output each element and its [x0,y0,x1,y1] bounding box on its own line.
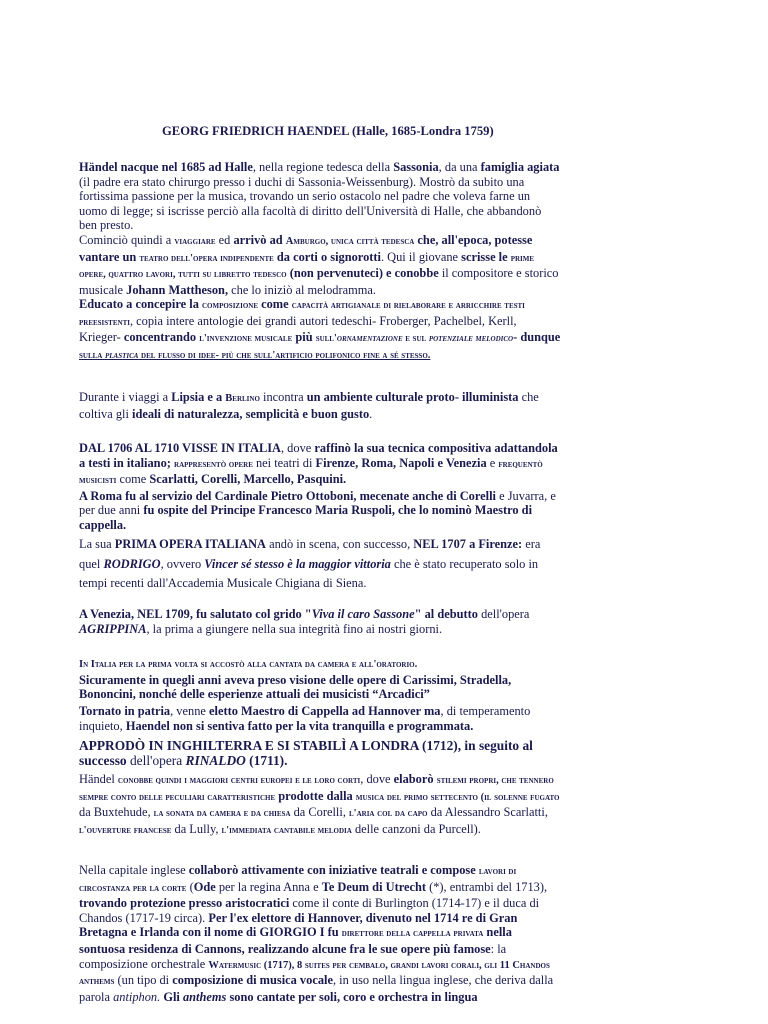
text-run: ( [186,879,194,894]
text-run: ed [215,232,234,247]
text-run: l'invenzione musicale [199,333,293,345]
text-run: scrisse le [461,249,511,264]
text-run: - dunque [513,330,561,345]
text-run: Viva il caro Sassone [311,607,415,621]
text-run: , in uso nella lingua inglese, che deriva dalla parola [79,973,554,1004]
paragraph-cantata [79,656,561,702]
text-run: che lo iniziò al melodramma. [228,282,376,297]
text-run: potenziale melodico [428,333,514,345]
text-run: Cominciò quindi a [79,232,175,247]
text-run: fu ospite del Principe Francesco Maria Ruspoli, che lo nominò Maestro di cappella. [79,503,533,532]
text-run: il compositore e storico musicale [79,266,559,297]
paragraph-venice [79,607,561,636]
text-run: Nella capitale inglese [79,863,189,877]
text-run: Händel [79,772,118,786]
text-run: da Alessandro Scarlatti, [427,805,548,820]
text-run: Educato a concepire la [79,297,202,311]
text-run: conobbe quindi [117,775,185,786]
text-run: composizione di musica vocale [172,973,333,988]
text-run: andò in scena, con successo, [266,537,414,551]
text-run: da Lully, [171,821,222,836]
paragraph-italy [79,441,561,533]
text-run: frequentò musicisti [79,458,543,487]
text-run: In Italia per la prima volta si accostò alla cantata da camera e all'oratorio. [79,659,418,670]
text-run: elaborò [393,772,434,786]
text-run: e Juvarra, e per due anni [79,488,556,518]
text-run: e a [204,390,226,404]
text-run: che coltiva gli [79,390,539,421]
text-run: prodotte dalla [278,788,356,803]
text-run: (non pervenuteci) e conobbe [286,266,439,281]
text-run: prime opere, quattro lavori, tutti su libretto tedesco [79,252,535,281]
text-run: : la composizione orchestrale [79,941,507,971]
text-run: anthems [182,989,227,1004]
text-run: , nella regione tedesca della [252,160,394,174]
paragraph-first-opera [79,535,561,594]
text-run: DAL 1706 AL 1710 VISSE IN ITALIA [79,441,281,455]
text-run: (*), entrambi del 1713), [425,879,548,894]
text-run: . Qui il giovane [380,249,462,264]
text-run: concentrando [123,330,200,345]
text-run: delle canzoni da Purcell). [351,821,481,836]
text-run: A Roma fu al servizio del Cardinale Pietro Ottoboni, mecenate anche di Corelli [79,488,496,503]
text-run: trovando protezione presso aristocratici [79,896,290,911]
text-run: era quel [79,537,541,571]
text-run: famiglia agiata [480,160,560,174]
text-run: Tornato in patria [79,704,171,718]
text-run: AGRIPPINA [79,621,147,636]
text-run: Sassonia [393,160,439,174]
paragraph-education [79,297,561,363]
text-run: viaggiare [174,235,216,247]
text-run: da corti o signorotti [273,249,381,264]
text-run: Johann Mattheson, [126,282,229,297]
text-run: collaborò attivamente con iniziative teatrali e compose [188,863,479,877]
text-run: , da una [438,160,481,174]
paragraph-travels [79,390,561,421]
text-run: A Venezia, NEL 1709, fu salutato col grido " [79,607,312,621]
text-run: da Buxtehude, [79,805,154,820]
text-run: nella sontuosa residenza di Cannons, realizzando alcune fra le sue opere più famose [79,925,512,956]
text-run: Watermusic (1717), 8 suites per cembalo, grandi lavori corali, gli 11 Chandos anthems [79,959,550,988]
text-run: capacità artigianale di rielaborare e arricchire testi preesistenti [79,300,525,328]
text-run: sulla [79,349,105,361]
text-run: per la regina Anna e [215,879,322,894]
text-run: (un tipo di [114,973,173,988]
title-text: GEORG FRIEDRICH HAENDEL (Halle, 1685-Londra 1759) [162,124,494,138]
text-run: , dove [360,772,394,786]
text-run: RODRIGO [103,556,161,571]
text-run: Gli [163,989,183,1004]
text-run: Berlino [225,393,260,404]
text-run: composizione [201,300,258,311]
text-run: come il conte di Burlington (1714-17) e il duca di Chandos (1717-19 circa). [79,896,540,925]
text-run: , in seguito al successo [79,738,533,768]
text-run: Sicuramente in quegli anni aveva preso visione delle opere di Carissimi, Stradella, Bononcini, nonché delle esperienze attuali dei musicisti “Arcadici” [79,672,512,702]
text-run: nei teatri di [252,455,316,470]
text-run: Per l'ex elettore di Hannover, divenuto nel 1714 re di Gran Bretagna e Irlanda con il nome di GIORGIO I fu [79,910,518,940]
text-run: musica del primo settecento (il solenne fugato [355,791,560,803]
text-run: direttore della cappella privata [341,928,484,940]
text-run: (il padre era stato chirurgo presso i duchi di Sassonia-Weissenburg). Mostrò da subito una fortissima passione per la musica, trovando un serio ostacolo nel padre che voleva farne un uomo di legge; si iscrisse perciò alla facoltà di diritto dell'Università di Halle, che abbandonò ben presto. [79,174,542,233]
text-run: " al debutto [414,607,478,621]
document-title [162,124,494,139]
text-run: . [369,406,373,421]
text-run: la sonata da camera e da chiesa [153,808,291,820]
text-run: , di temperamento inquieto, [79,704,531,733]
text-run: rappresentò opere [174,458,253,470]
text-run: ideali di naturalezza, semplicità e buon gusto [132,406,370,421]
text-run: dell'opera [477,607,530,621]
text-run: Te Deum di Utrecht [321,879,426,894]
text-run: che è stato recuperato solo in tempi recenti dall'Accademia Musicale Chigiana di Siena. [79,556,539,590]
text-run: stilemi propri, che tennero sempre conto delle peculiari caratteristiche [79,775,554,803]
text-run: lavori di circostanza per la corte [79,866,517,894]
paragraph-london [79,739,561,768]
text-run: , ovvero [160,556,205,571]
text-run: arrivò ad [233,232,286,247]
text-run: ornamentazione [336,333,403,345]
text-run: , copia intere antologie dei grandi autori tedeschi- Froberger, Pachelbel, Kerll, Krieger- [79,313,517,345]
paragraph-birth [79,160,561,297]
text-run: e sul [402,333,429,345]
text-run: Haendel non si sentiva fatto per la vita tranquilla e programmata. [125,718,474,733]
text-run: che, all'epoca, potesse vantare un [79,232,533,264]
text-run: Händel nacque nel 1685 ad Halle [79,160,253,174]
text-run: La sua [79,537,115,551]
text-run: l'immediata cantabile melodia [221,824,352,836]
text-run: , la prima a giungere nella sua integrità fino ai nostri giorni. [146,621,443,636]
text-run: un ambiente culturale proto- illuminista [306,390,519,404]
text-run: sono cantate per soli, coro e orchestra in lingua [226,989,478,1004]
paragraph-european-courts [79,772,561,838]
text-run: eletto Maestro di Cappella ad Hannover ma [209,704,441,718]
text-run: più [292,330,316,345]
paragraph-english-capital [79,863,561,1004]
text-run: antiphon. [113,989,161,1004]
text-run: Scarlatti, Corelli, Marcello, Pasquini. [149,472,347,487]
text-run: raffinò la sua tecnica compositiva adattandola a testi in italiano; [79,441,558,470]
text-run: Vincer sé stesso è la maggior vittoria [204,556,391,571]
text-run: l'ouverture francese [79,824,172,836]
text-run: Durante i viaggi a [79,390,172,404]
text-run: del flusso di idee- più che sull'artificio polifonico fine a sé stesso. [138,349,431,361]
text-run: come [258,297,292,311]
text-run: sull' [315,333,337,345]
text-run: PRIMA OPERA ITALIANA [114,537,267,551]
text-run: i maggiori centri europei e le loro corti [184,775,361,786]
text-run: Lipsia [171,390,205,404]
text-run: teatro dell'opera indipendente [139,252,274,264]
text-run: Firenze, Roma, Napoli e Venezia [315,455,487,470]
text-run: e [486,455,499,470]
text-run: l'aria col da capo [349,808,428,820]
text-run: incontra [259,390,307,404]
text-run: come [116,472,150,487]
paragraph-hannover [79,704,561,733]
text-run: NEL 1707 a Firenze: [413,537,523,551]
text-run: Amburgo, unica città tedesca [285,235,415,247]
text-run: , dove [280,441,315,455]
text-run: da Corelli, [290,805,350,820]
text-run: (1711). [245,752,288,768]
text-run: RINALDO [185,752,246,768]
text-run: Ode [193,879,216,894]
text-run: , venne [170,704,209,718]
text-run: APPRODÒ IN INGHILTERRA E SI STABILÌ A LONDRA (1712) [79,738,458,753]
text-run: plastica [104,349,139,361]
text-run: dell'opera [126,752,186,768]
